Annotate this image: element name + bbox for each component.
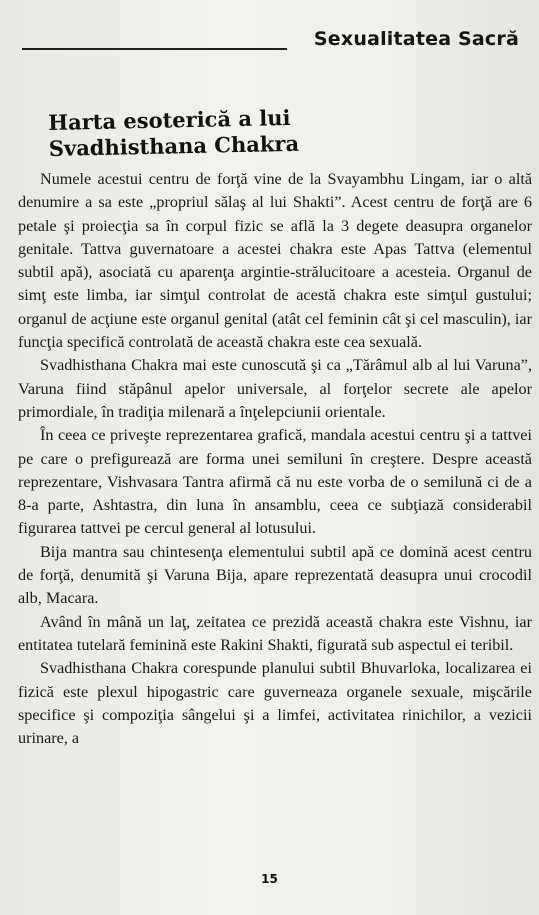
paragraph: Având în mână un laţ, zeitatea ce prezidă această chakra este Vishnu, iar entitatea tutelară feminină este Rakini Shakti, figurată sub aspectul ei teribil. xyxy=(18,612,532,654)
paragraph: Numele acestui centru de forţă vine de la Svayambhu Lingam, iar o altă denumire a sa este „propriul sălaş al lui Shakti”. Acest centru de forţă are 6 petale şi proiecţia sa în corpul fizic se află la 3 degete deasupra organelor genitale. Tattva guvernatoare a acestei chakra este Apas Tattva (elementul subtil apă), asociată cu aparenţa argintie-strălucitoare a acesteia. Organul de simţ este limba, iar simţul controlat de acestă chakra este simţul gustului; organul de acţiune este organul genital (atât cel feminin cât şi cel masculin), iar funcţia specifică controlată de această chakra este cea sexuală. xyxy=(18,170,532,352)
chapter-title: Harta esoterică a lui Svadhisthana Chakra xyxy=(48,104,300,162)
page-number: 15 xyxy=(261,872,278,886)
paragraph: Bija mantra sau chintesenţa elementului subtil apă ce domină acest centru de forţă, denumită şi Varuna Bija, apare reprezentată deasupra unui crocodil alb, Macara. xyxy=(18,542,532,608)
paragraph: Svadhisthana Chakra corespunde planului subtil Bhuvarloka, localizarea ei fizică este plexul hipogastric care guverneaza organele sexuale, mişcările specifice şi compoziţia sângelui şi a limfei, activitatea rinichilor, a vezicii urinare, a xyxy=(18,659,532,748)
header-rule xyxy=(22,48,287,50)
paragraph: Svadhisthana Chakra mai este cunoscută şi ca „Tărâmul alb al lui Varuna”, Varuna fiind stăpânul apelor universale, al forţelor secrete ale apelor primordiale, în tradiţia milenară a înţelepciunii orientale. xyxy=(18,356,532,421)
paragraph: În ceea ce priveşte reprezentarea grafică, mandala acestui centru şi a tattvei pe care o prefigurează are forma unei semiluni în creştere. Despre această reprezentare, Vishvasara Tantra afirmă că nu este vorba de o semilună ci de a 8-a parte, Ashtastra, din luna în ansamblu, ceea ce subţiază considerabil figurarea tattvei pe cercul general al lotusului. xyxy=(18,426,532,538)
body-text xyxy=(18,168,532,750)
running-head: Sexualitatea Sacră xyxy=(313,28,519,50)
